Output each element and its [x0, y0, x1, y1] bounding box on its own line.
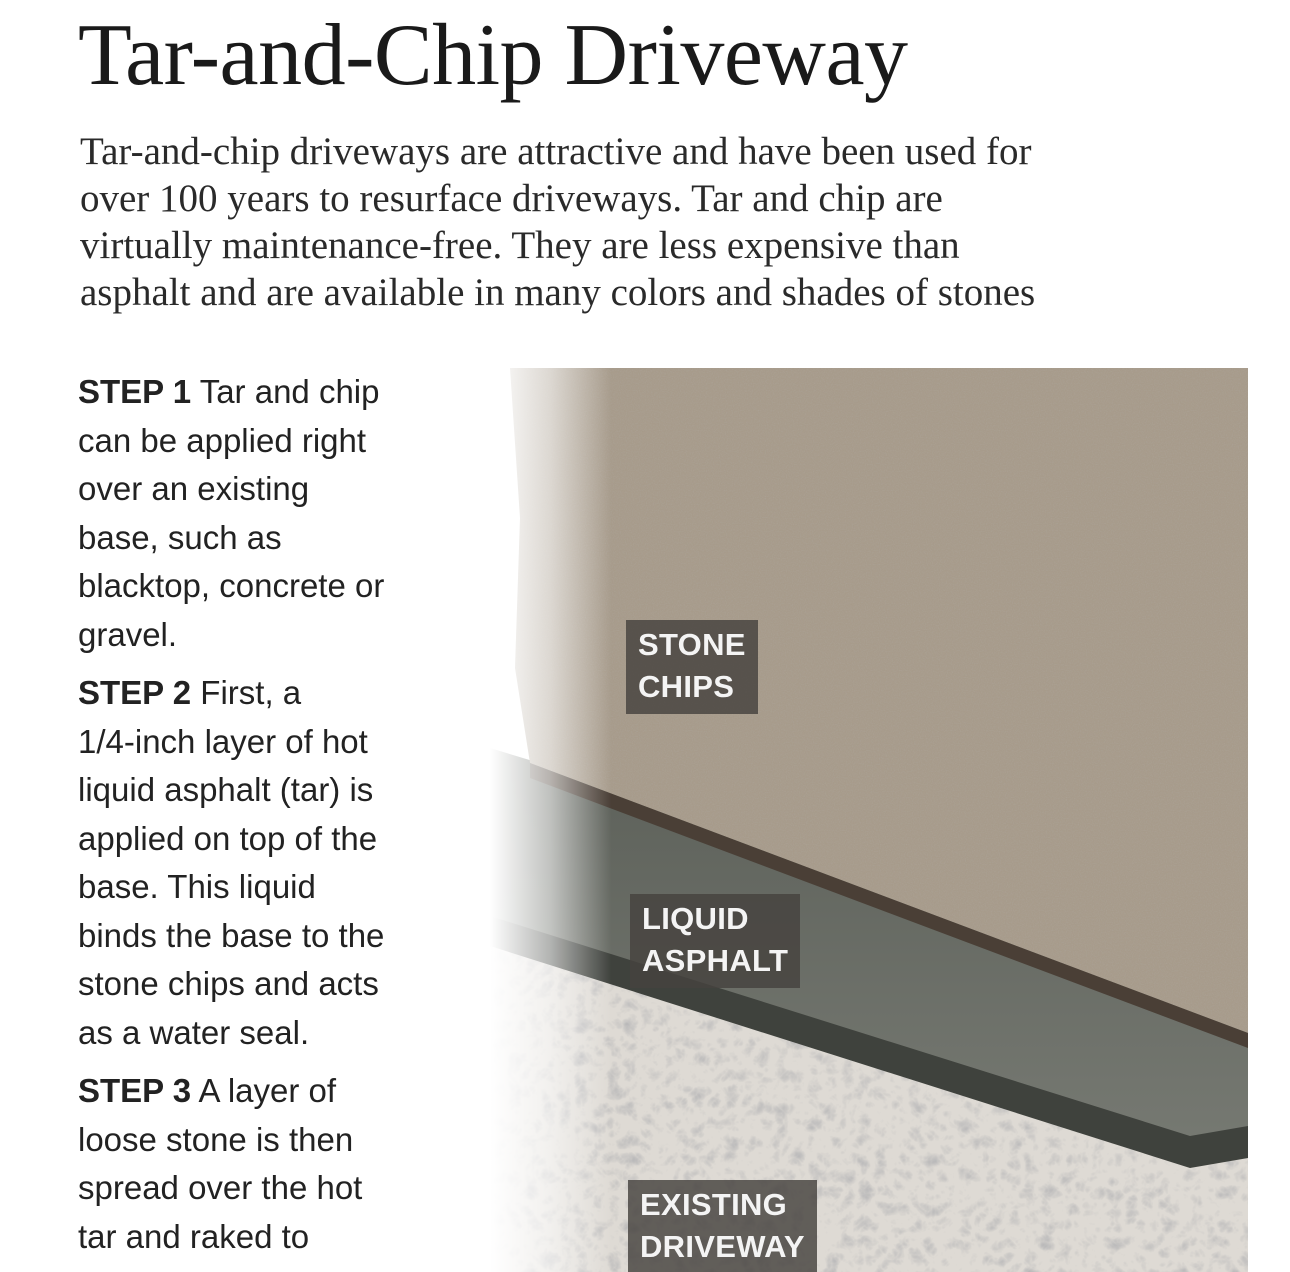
step-1 [78, 368, 498, 659]
step-2-text: 1/4-inch layer of hot [78, 722, 368, 760]
existing-driveway-label-line: EXISTING [640, 1187, 788, 1222]
liquid-asphalt-label-line: LIQUID [642, 901, 749, 936]
intro-line: over 100 years to resurface driveways. Tar and chip are [80, 177, 943, 220]
step-3-heading: STEP 3 [78, 1072, 192, 1109]
step-1-heading: STEP 1 [78, 373, 192, 410]
intro-line: asphalt and are available in many colors and shades of stones [80, 271, 1036, 314]
stone-chips-label-line: STONE [638, 627, 746, 662]
step-1-text: can be applied right [78, 421, 367, 459]
step-3-text: loose stone is then [78, 1120, 354, 1158]
step-2-text: stone chips and acts [78, 965, 379, 1002]
step-3-text: spread over the hot [78, 1169, 363, 1206]
existing-driveway-label [628, 1180, 817, 1272]
layers-graphic [490, 368, 1248, 1272]
step-2-text: base. This liquid [78, 868, 316, 905]
step-2-text: First, a [200, 674, 302, 711]
step-2 [78, 669, 498, 1057]
stone-chips-label-line: CHIPS [638, 669, 735, 704]
step-1-text: over an existing [78, 470, 310, 507]
intro-line: virtually maintenance-free. They are less expensive than [80, 224, 960, 267]
liquid-asphalt-label [630, 894, 800, 988]
step-2-text: as a water seal. [78, 1013, 310, 1051]
step-2-text: applied on top of the [78, 819, 378, 857]
intro-paragraph [80, 128, 1280, 316]
step-2-text: binds the base to the [78, 916, 385, 954]
liquid-asphalt-label-line: ASPHALT [642, 943, 789, 978]
steps-column [78, 368, 498, 1271]
step-1-text: blacktop, concrete or [78, 567, 385, 604]
step-1-text: gravel. [78, 615, 178, 653]
step-3-text: A layer of [198, 1072, 337, 1109]
step-3 [78, 1067, 498, 1261]
step-1-text: Tar and chip [199, 373, 380, 410]
stone-chips-label [626, 620, 758, 714]
intro-line: Tar-and-chip driveways are attractive and have been used for [80, 130, 1032, 173]
existing-driveway-label-line: DRIVEWAY [640, 1229, 805, 1264]
step-2-text: liquid asphalt (tar) is [78, 771, 374, 808]
step-2-heading: STEP 2 [78, 674, 192, 711]
step-3-text: tar and raked to [78, 1217, 310, 1255]
step-1-text: base, such as [78, 518, 282, 556]
page-title: Tar-and-Chip Driveway [78, 7, 908, 104]
driveway-layers-illustration [490, 368, 1248, 1272]
